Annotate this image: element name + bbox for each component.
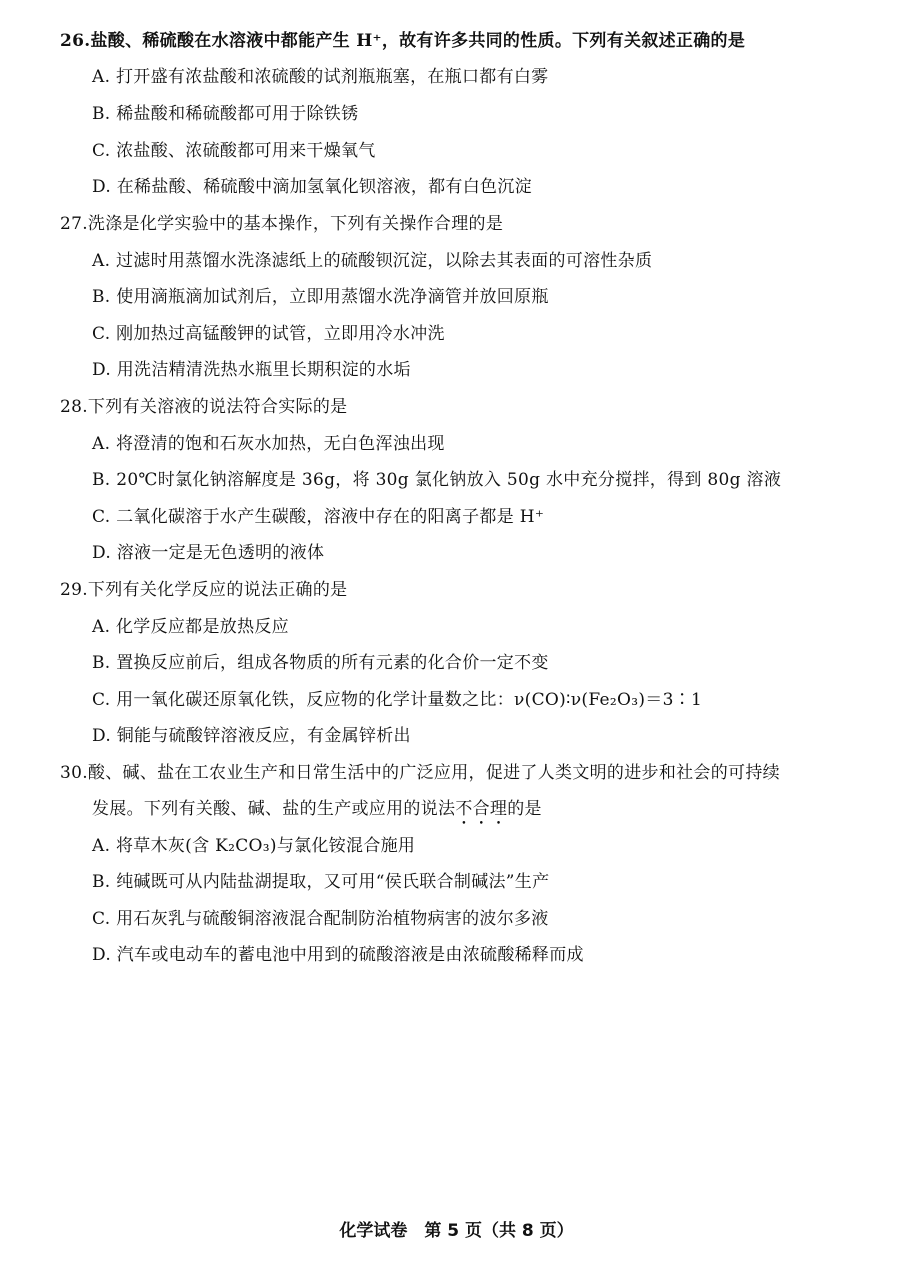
question-27-option-d: D. 用洗洁精清洗热水瓶里长期积淀的水垢: [92, 360, 411, 380]
question-28-option-a: A. 将澄清的饱和石灰水加热，无白色浑浊出现: [92, 434, 445, 454]
emphasis-text: 不合理: [455, 799, 508, 819]
question-28-option-c: C. 二氧化碳溶于水产生碳酸，溶液中存在的阳离子都是 H⁺: [92, 507, 545, 527]
stem-text-before: 发展。下列有关酸、碱、盐的生产或应用的说法: [92, 799, 456, 819]
question-30-option-b: B. 纯碱既可从内陆盐湖提取，又可用“侯氏联合制碱法”生产: [92, 872, 550, 892]
page-footer: 化学试卷 第 5 页（共 8 页）: [339, 1221, 574, 1241]
question-30-stem: 30.酸、碱、盐在工农业生产和日常生活中的广泛应用，促进了人类文明的进步和社会的可持续: [60, 763, 780, 783]
question-27-option-c: C. 刚加热过高锰酸钾的试管，立即用冷水冲洗: [92, 324, 445, 344]
question-28-option-b: B. 20℃时氯化钠溶解度是 36g，将 30g 氯化钠放入 50g 水中充分搅拌，得到 80g 溶液: [92, 470, 782, 490]
question-27-option-a: A. 过滤时用蒸馏水洗涤滤纸上的硫酸钡沉淀，以除去其表面的可溶性杂质: [92, 251, 653, 271]
question-26-stem: 26.盐酸、稀硫酸在水溶液中都能产生 H⁺，故有许多共同的性质。下列有关叙述正确的是: [60, 31, 746, 51]
question-30-option-a: A. 将草木灰(含 K₂CO₃)与氯化铵混合施用: [92, 836, 416, 856]
question-30-option-c: C. 用石灰乳与硫酸铜溶液混合配制防治植物病害的波尔多液: [92, 909, 549, 929]
question-30-stem-continued: [92, 798, 542, 829]
question-29-option-a: A. 化学反应都是放热反应: [92, 617, 289, 637]
question-26-option-a: A. 打开盛有浓盐酸和浓硫酸的试剂瓶瓶塞，在瓶口都有白雾: [92, 67, 549, 87]
question-29-stem: 29.下列有关化学反应的说法正确的是: [60, 580, 348, 600]
question-29-option-d: D. 铜能与硫酸锌溶液反应，有金属锌析出: [92, 726, 411, 746]
question-29-option-b: B. 置换反应前后，组成各物质的所有元素的化合价一定不变: [92, 653, 549, 673]
question-26-option-d: D. 在稀盐酸、稀硫酸中滴加氢氧化钡溶液，都有白色沉淀: [92, 177, 532, 197]
question-27-option-b: B. 使用滴瓶滴加试剂后，立即用蒸馏水洗净滴管并放回原瓶: [92, 287, 549, 307]
question-28-stem: 28.下列有关溶液的说法符合实际的是: [60, 397, 348, 417]
question-30-option-d: D. 汽车或电动车的蓄电池中用到的硫酸溶液是由浓硫酸稀释而成: [92, 945, 584, 965]
question-26-option-c: C. 浓盐酸、浓硫酸都可用来干燥氧气: [92, 141, 376, 161]
question-29-option-c: C. 用一氧化碳还原氧化铁，反应物的化学计量数之比：ν(CO)∶ν(Fe₂O₃)＝3∶1: [92, 690, 703, 710]
question-28-option-d: D. 溶液一定是无色透明的液体: [92, 543, 325, 563]
stem-text-after: 的是: [507, 799, 542, 819]
question-27-stem: 27.洗涤是化学实验中的基本操作，下列有关操作合理的是: [60, 214, 504, 234]
question-26-option-b: B. 稀盐酸和稀硫酸都可用于除铁锈: [92, 104, 359, 124]
